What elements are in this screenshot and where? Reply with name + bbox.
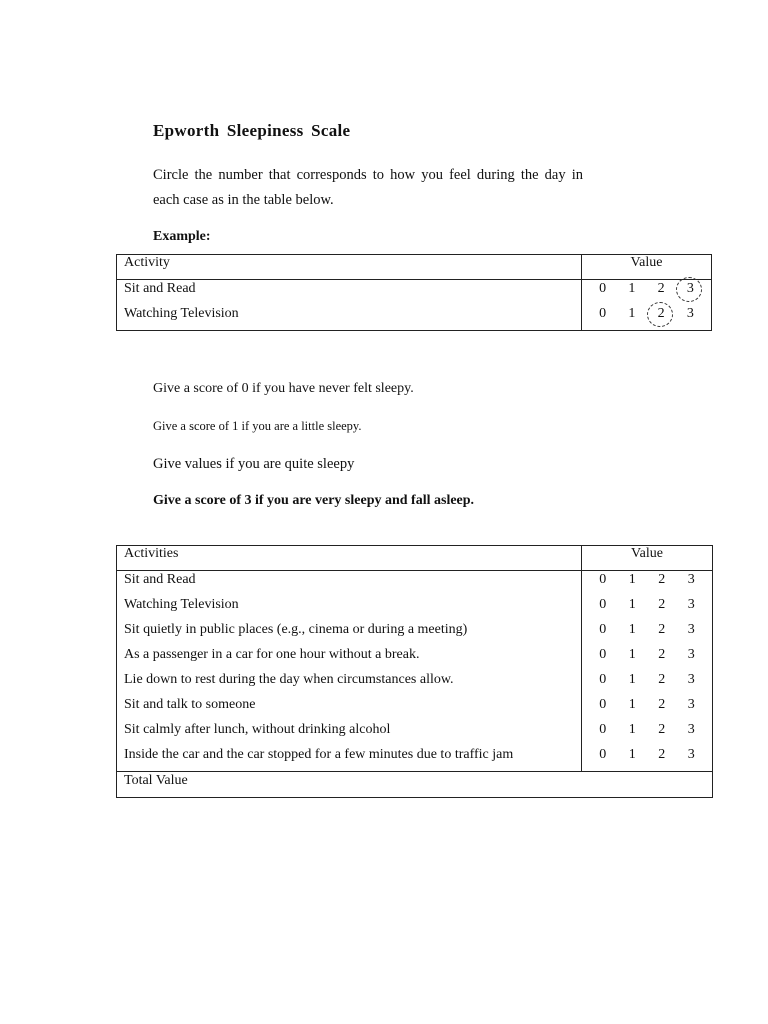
score-options: [582, 621, 712, 646]
score-option-circled[interactable]: 2: [652, 306, 670, 330]
score-options: [582, 746, 712, 771]
activity-label: As a passenger in a car for one hour without a break.: [124, 647, 420, 662]
main-value-column: [582, 571, 713, 772]
score-option[interactable]: 3: [687, 622, 695, 637]
score-3-rule: Give a score of 3 if you are very sleepy and fall asleep.: [153, 493, 475, 508]
activity-label: Watching Television: [124, 597, 239, 612]
score-option[interactable]: 1: [628, 572, 636, 587]
score-option[interactable]: 0: [599, 647, 607, 662]
activity-label: Inside the car and the car stopped for a few minutes due to traffic jam: [124, 747, 514, 762]
score-option[interactable]: 3: [687, 747, 695, 762]
example-table: [116, 254, 712, 331]
score-options: [582, 696, 712, 721]
score-option[interactable]: 3: [687, 572, 695, 587]
page-title: Epworth Sleepiness Scale: [153, 121, 351, 140]
score-option[interactable]: 3: [686, 306, 694, 321]
score-option[interactable]: 1: [628, 747, 636, 762]
score-option[interactable]: 3: [687, 697, 695, 712]
score-option[interactable]: 0: [599, 622, 607, 637]
score-option[interactable]: 2: [658, 672, 666, 687]
score-option[interactable]: 0: [599, 597, 607, 612]
score-option[interactable]: 0: [599, 572, 607, 587]
score-option[interactable]: 3: [687, 672, 695, 687]
score-option[interactable]: 1: [628, 622, 636, 637]
score-options: [582, 280, 711, 305]
activity-label: Sit and Read: [124, 572, 196, 587]
score-1-rule: Give a score of 1 if you are a little sleepy.: [153, 419, 362, 433]
score-option[interactable]: 2: [658, 697, 666, 712]
activity-label: Watching Television: [124, 306, 239, 321]
score-option[interactable]: 2: [658, 622, 666, 637]
score-options: [582, 671, 712, 696]
score-option[interactable]: 1: [628, 672, 636, 687]
score-options: [582, 646, 712, 671]
score-options: [582, 571, 712, 596]
value-header: Value: [582, 546, 713, 571]
score-options: [582, 596, 712, 621]
activities-header: Activities: [117, 546, 582, 571]
activity-label: Sit and Read: [124, 281, 196, 296]
score-option[interactable]: 2: [658, 747, 666, 762]
activity-label: Sit quietly in public places (e.g., cinema or during a meeting): [124, 622, 468, 637]
activity-label: Sit and talk to someone: [124, 697, 256, 712]
score-option[interactable]: 0: [599, 672, 607, 687]
activity-label: Lie down to rest during the day when circumstances allow.: [124, 672, 454, 687]
score-option-circled[interactable]: 3: [681, 281, 699, 305]
score-option[interactable]: 2: [657, 281, 665, 296]
score-option[interactable]: 2: [658, 647, 666, 662]
score-options: [582, 721, 712, 746]
example-activity-column: [117, 280, 582, 331]
score-option[interactable]: 1: [628, 697, 636, 712]
score-option[interactable]: 1: [628, 647, 636, 662]
score-2-rule: Give values if you are quite sleepy: [153, 456, 355, 472]
score-option[interactable]: 0: [599, 747, 607, 762]
main-activity-column: [117, 571, 582, 772]
score-option[interactable]: 0: [599, 722, 607, 737]
activity-header: Activity: [117, 255, 582, 280]
score-option[interactable]: 1: [628, 306, 636, 321]
example-label: Example:: [153, 229, 211, 244]
score-option[interactable]: 2: [658, 722, 666, 737]
score-0-rule: Give a score of 0 if you have never felt sleepy.: [153, 381, 414, 396]
score-option[interactable]: 1: [628, 722, 636, 737]
score-option[interactable]: 1: [628, 281, 636, 296]
instructions: Circle the number that corresponds to how you feel during the day in each case as in the table below.: [153, 167, 583, 208]
score-option[interactable]: 0: [599, 697, 607, 712]
score-option[interactable]: 2: [658, 597, 666, 612]
score-option[interactable]: 2: [658, 572, 666, 587]
total-value-label: Total Value: [117, 772, 713, 798]
score-option[interactable]: 0: [599, 281, 607, 296]
example-value-column: [582, 280, 712, 331]
score-option[interactable]: 1: [628, 597, 636, 612]
score-option[interactable]: 3: [687, 722, 695, 737]
score-option[interactable]: 0: [599, 306, 607, 321]
score-option[interactable]: 3: [687, 597, 695, 612]
score-option[interactable]: 3: [687, 647, 695, 662]
activity-label: Sit calmly after lunch, without drinking alcohol: [124, 722, 391, 737]
value-header: Value: [582, 255, 712, 280]
sleepiness-table: [116, 545, 713, 798]
score-options: [582, 305, 711, 330]
